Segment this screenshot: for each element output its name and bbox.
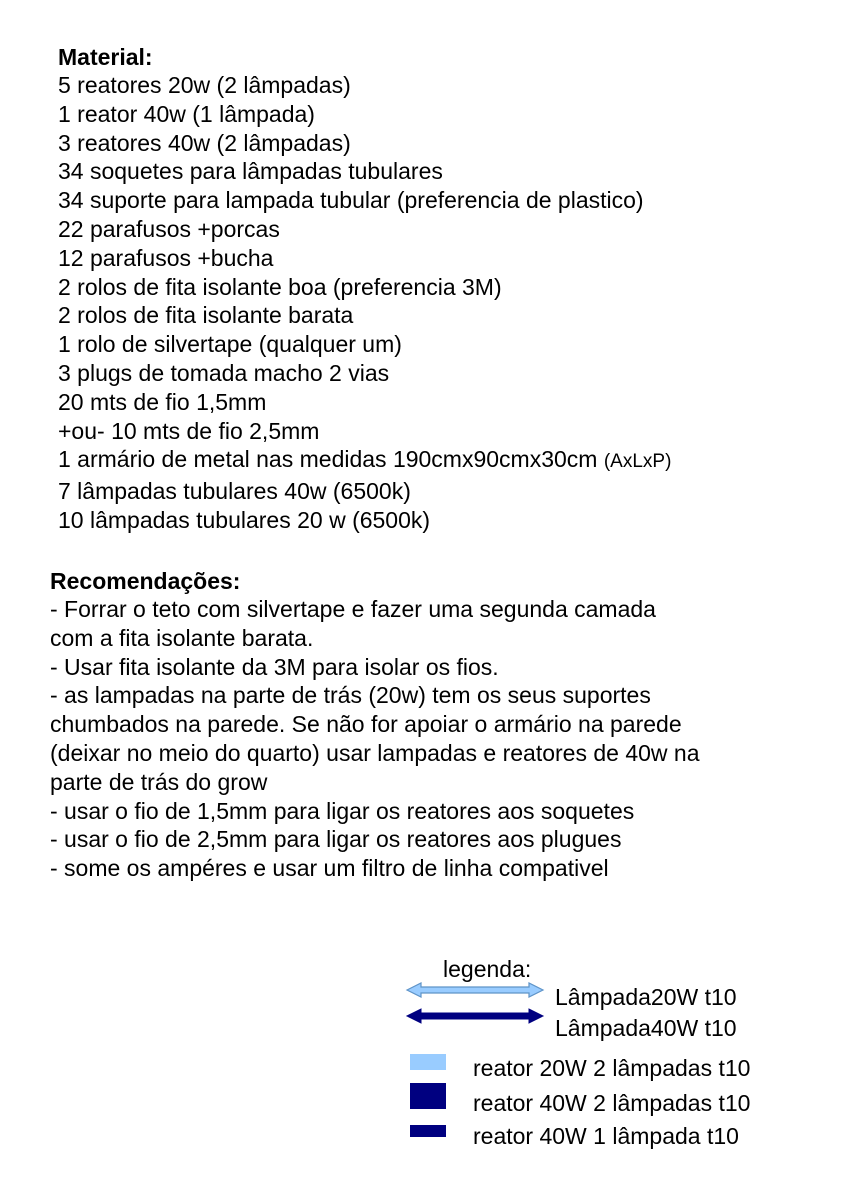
material-item: 7 lâmpadas tubulares 40w (6500k) bbox=[58, 478, 411, 505]
double-arrow-icon-20w bbox=[405, 981, 545, 999]
material-item-cabinet-text: 1 armário de metal nas medidas 190cmx90cmx30cm bbox=[58, 446, 598, 473]
recommendation-line: - Forrar o teto com silvertape e fazer uma segunda camada bbox=[50, 596, 656, 622]
lamp-20w-arrow-shape bbox=[407, 983, 543, 997]
material-item-cabinet bbox=[58, 445, 848, 477]
material-item: 1 reator 40w (1 lâmpada) bbox=[58, 100, 315, 127]
recommendation-line: - Usar fita isolante da 3M para isolar os fios. bbox=[50, 653, 499, 680]
material-heading: Material: bbox=[58, 44, 153, 70]
recommendation-line: - as lampadas na parte de trás (20w) tem os seus suportes bbox=[50, 682, 651, 709]
recommendation-line: com a fita isolante barata. bbox=[50, 624, 314, 651]
material-item: 3 reatores 40w (2 lâmpadas) bbox=[58, 129, 351, 156]
material-item: 3 plugs de tomada macho 2 vias bbox=[58, 359, 390, 386]
material-item: 22 parafusos +porcas bbox=[58, 215, 280, 242]
legend bbox=[405, 955, 805, 1165]
material-item: 1 rolo de silvertape (qualquer um) bbox=[58, 331, 402, 358]
material-item: 12 parafusos +bucha bbox=[58, 244, 274, 271]
material-item: 34 suporte para lampada tubular (preferencia de plastico) bbox=[58, 187, 644, 214]
material-section bbox=[58, 44, 848, 535]
material-item: 20 mts de fio 1,5mm bbox=[58, 388, 267, 415]
reactor-40w-1-swatch bbox=[410, 1125, 446, 1137]
material-item: +ou- 10 mts de fio 2,5mm bbox=[58, 417, 320, 444]
recommendation-line: chumbados na parede. Se não for apoiar o armário na parede bbox=[50, 711, 682, 738]
recommendation-line: - some os ampéres e usar um filtro de linha compativel bbox=[50, 855, 609, 882]
legend-reactor-40w-1-label: reator 40W 1 lâmpada t10 bbox=[473, 1123, 739, 1149]
dimension-note: (AxLxP) bbox=[603, 451, 672, 473]
recommendations-heading: Recomendações: bbox=[50, 568, 241, 594]
recommendation-line: (deixar no meio do quarto) usar lampadas e reatores de 40w na bbox=[50, 739, 700, 766]
material-item: 5 reatores 20w (2 lâmpadas) bbox=[58, 72, 351, 98]
recommendation-line: parte de trás do grow bbox=[50, 768, 268, 795]
recommendation-line: - usar o fio de 1,5mm para ligar os reatores aos soquetes bbox=[50, 797, 635, 824]
lamp-40w-arrow-shape bbox=[407, 1009, 543, 1023]
legend-lamp-20w-label: Lâmpada20W t10 bbox=[555, 984, 737, 1010]
legend-reactor-20w-2-label: reator 20W 2 lâmpadas t10 bbox=[473, 1055, 751, 1081]
material-item: 34 soquetes para lâmpadas tubulares bbox=[58, 158, 443, 185]
material-item: 2 rolos de fita isolante boa (preferencia 3M) bbox=[58, 273, 502, 300]
recommendation-line: - usar o fio de 2,5mm para ligar os reatores aos plugues bbox=[50, 826, 622, 853]
reactor-40w-2-swatch bbox=[410, 1083, 446, 1109]
recommendations-section bbox=[50, 568, 810, 883]
legend-title: legenda: bbox=[443, 956, 532, 982]
double-arrow-icon-40w bbox=[405, 1007, 545, 1025]
material-item: 2 rolos de fita isolante barata bbox=[58, 302, 354, 329]
reactor-20w-2-swatch bbox=[410, 1054, 446, 1070]
material-item: 10 lâmpadas tubulares 20 w (6500k) bbox=[58, 506, 431, 533]
legend-lamp-40w-label: Lâmpada40W t10 bbox=[555, 1015, 737, 1041]
legend-reactor-40w-2-label: reator 40W 2 lâmpadas t10 bbox=[473, 1090, 751, 1116]
